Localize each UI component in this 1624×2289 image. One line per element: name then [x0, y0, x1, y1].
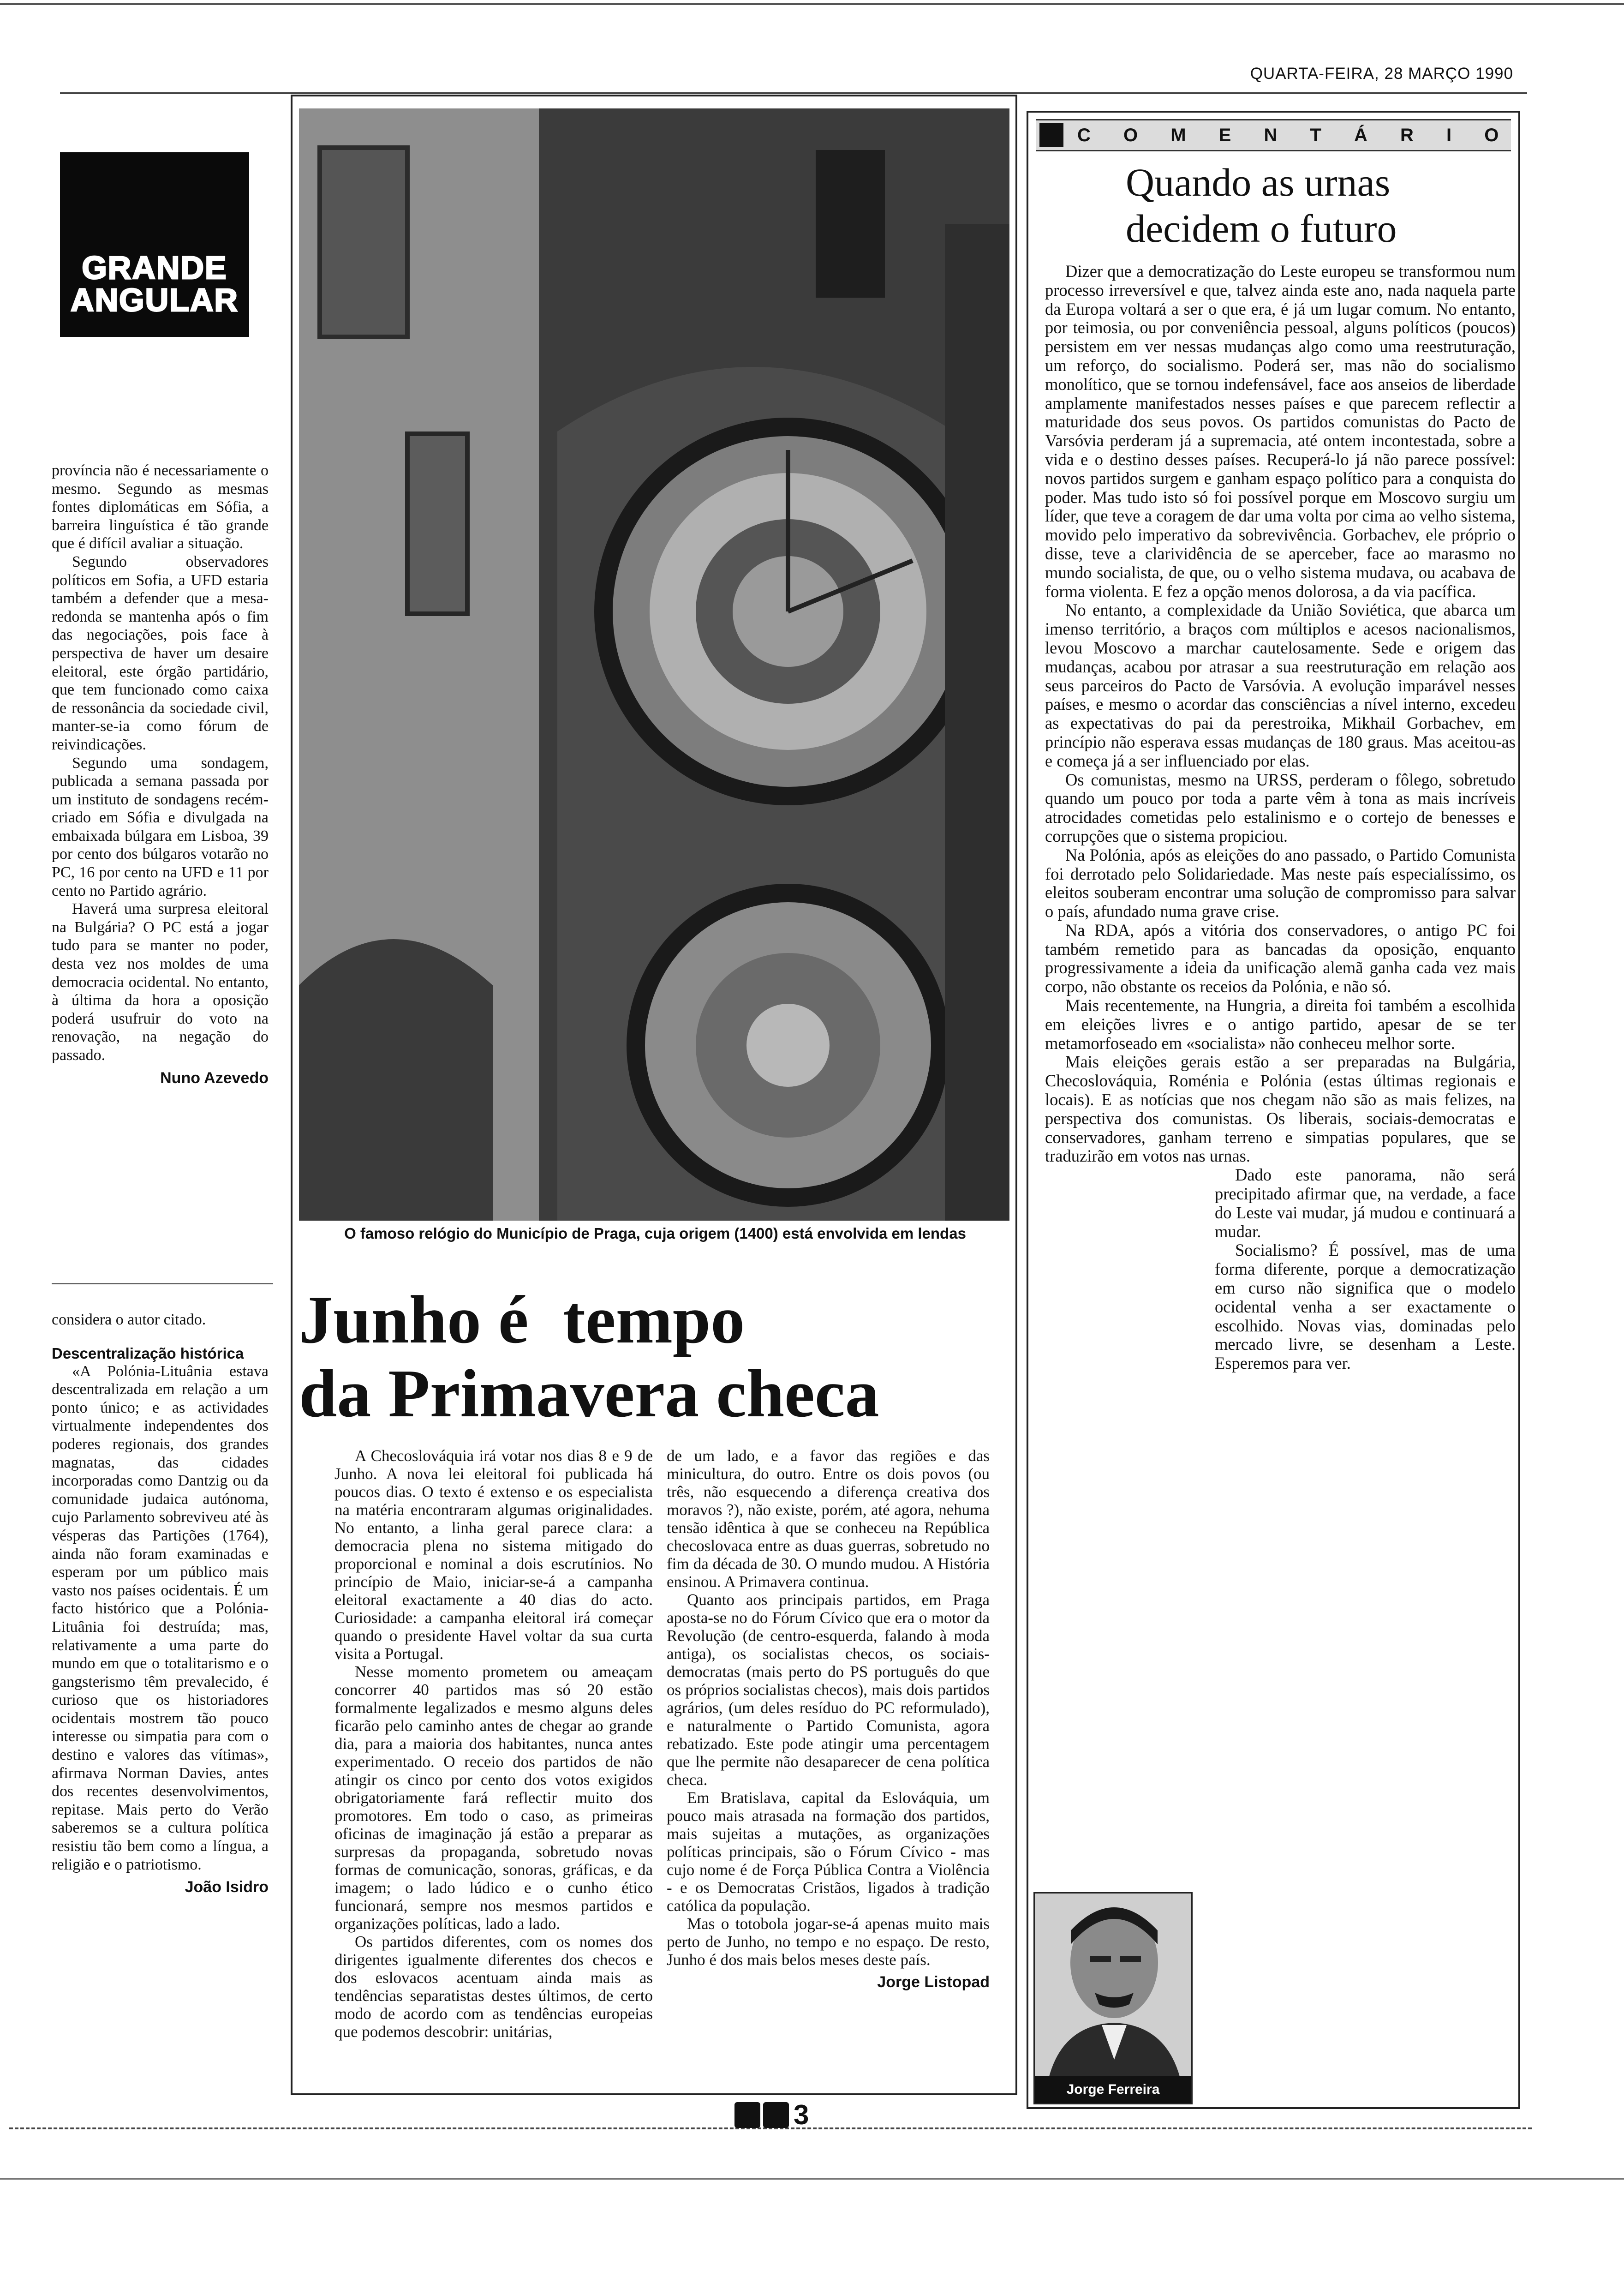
commentary-headline	[1126, 159, 1518, 252]
page-date: QUARTA-FEIRA, 28 MARÇO 1990	[1250, 65, 1513, 83]
left-top-para-3: Segundo uma sondagem, publicada a semana passada por um instituto de sondagens recém-criado em Sófia e divulgada na embaixada búlgara em Lisboa, 39 por cento dos búlgaros votarão no PC, 16 por cento na UFD e 11 por cento no Partido agrário.	[52, 754, 269, 899]
commentary-headline-line1: Quando as urnas	[1126, 160, 1391, 204]
portrait-label: Jorge Ferreira	[1035, 2076, 1191, 2103]
left-bottom-subhead: Descentralização histórica	[52, 1344, 244, 1362]
article-col2-para-3: Em Bratislava, capital da Eslováquia, um pouco mais atrasada na formação dos partidos, mais sujeitas a mutações, as organizações políticas principais, são o Fórum Cívico - mas cujo nome é de Força Pública Contra a Violência - e os Democratas Cristãos, ligados à tradição católica da população.	[667, 1789, 990, 1915]
article-headline-line1: Junho é tempo	[299, 1282, 745, 1358]
article-col2-para-2: Quanto aos principais partidos, em Praga aposta-se no do Fórum Cívico que era o motor da Revolução (de centro-esquerda, falando à moda antiga), os socialistas checos, os sociais-democratas (mais perto do PS português do que os próprios socialistas checos), mais dois partidos agrários, (um deles resíduo do PC reformulado), e naturalmente o Partido Comunista, agora rebatizado. Este pode atingir uma percentagem que lhe permite não desaparecer de cena política checa.	[667, 1591, 990, 1789]
commentary-kicker-square	[1039, 123, 1063, 147]
left-top-para-1: província não é necessariamente o mesmo. Segundo as mesmas fontes diplomáticas em Sófia, a barreira linguística é tão grande que é difícil avaliar a situação.	[52, 462, 269, 552]
clock-photo	[299, 108, 1009, 1221]
article-col2-para-4: Mas o totobola jogar-se-á apenas muito mais perto de Junho, no tempo e no espaço. De resto, Junho é dos mais belos meses deste país.	[667, 1915, 990, 1969]
section-logo-line2: ANGULAR	[71, 282, 239, 318]
article-col2	[667, 1447, 990, 1991]
left-bottom-author: João Isidro	[185, 1878, 269, 1896]
left-top-para-4: Haverá uma surpresa eleitoral na Bulgária? O PC está a jogar tudo para se manter no poder, desta vez nos moldes de uma democracia ocidental. No entanto, à última da hora a oposição poderá usufruir do voto na renovação, na negação do passado.	[52, 900, 269, 1064]
commentary-kicker-bar	[1036, 119, 1511, 151]
left-bottom-column	[52, 1311, 269, 1897]
left-top-column	[52, 461, 269, 1087]
commentary-para-6: Mais recentemente, na Hungria, a direita foi também a escolhida em eleições livres e o antigo partido, apesar de se ter metamorfoseado em «socialista» não conheceu melhor sorte.	[1045, 996, 1516, 1053]
commentary-column	[1045, 262, 1516, 1390]
commentary-headline-line2: decidem o futuro	[1126, 206, 1397, 251]
commentary-para-1: Dizer que a democratização do Leste europeu se transformou num processo irreversível e que, talvez ainda este ano, nada naquela parte da Europa voltará a ser o que era, é já um lugar comum. No entanto, por teimosia, ou por conveniência pessoal, alguns políticos (poucos) persistem em ver nessas mudanças algo como uma reestruturação, um reforço, do socialismo. Poderá ser, mas não do socialismo monolítico, que se tornou indefensável, face aos anseios de liberdade amplamente manifestados nesses países e que parecem reflectir a maturidade dos seus povos. Os partidos comunistas do Pacto de Varsóvia perderam já a supremacia, até ontem incontestada, sobre a vida e o destino desses países. Recuperá-lo já não parece possível: novos partidos surgem e ganham espaço político para a conquista do poder. Mas tudo isto só foi possível porque em Moscovo surgiu um líder, que teve a coragem de dar uma volta por cima ao velho sistema, movido pelo imperativo da sobrevivência. Gorbachev, ele próprio o disse, teve a clarividência de se aperceber, face ao marasmo no mundo socialista, de que, ou o velho sistema mudava, ou acabava de forma violenta. E fez a opção menos dolorosa, a da via pacífica.	[1045, 262, 1516, 601]
footer-logo	[734, 2102, 790, 2130]
page-number: 3	[794, 2099, 809, 2130]
commentary-para-4: Na Polónia, após as eleições do ano passado, o Partido Comunista foi derrotado pelo Solidariedade. Mas neste país especialíssimo, os eleitos souberam encontrar uma solução de compromisso para salvar o país, afundado numa grave crise.	[1045, 845, 1516, 921]
commentary-para-7: Mais eleições gerais estão a ser preparadas na Bulgária, Checoslováquia, Roménia e Polónia (estas últimas regionais e locais). E as notícias que nos chegam não são as mais felizes, na perspectiva dos comunistas. Os liberais, sociais-democratas e conservadores, ganham terreno e simpatias populares, que se traduzirão em votos nas urnas.	[1045, 1052, 1516, 1166]
commentary-para-9: Socialismo? É possível, mas de uma forma diferente, porque a democratização em curso não significa que o modelo ocidental venha a ser exactamente o escolhido. Novas vias, dominadas pelo mercado livre, se desenham a Leste. Esperemos para ver.	[1215, 1240, 1516, 1373]
left-top-para-2: Segundo observadores políticos em Sofia, a UFD estaria também a defender que a mesa-redonda se mantenha após o fim das negociações, pois face à perspectiva de haver um desaire eleitoral, este órgão partidário, que tem funcionado como caixa de ressonância da sociedade civil, manter-se-ia como fórum de reivindicações.	[52, 553, 269, 753]
section-logo-line1: GRANDE	[82, 250, 227, 286]
commentary-para-8: Dado este panorama, não será precipitado afirmar que, na verdade, a face do Leste vai mudar, já mudou e continuará a mudar.	[1215, 1165, 1516, 1241]
photo-caption: O famoso relógio do Município de Praga, cuja origem (1400) está envolvida em lendas	[344, 1225, 966, 1242]
left-bottom-lead: considera o autor citado.	[52, 1311, 206, 1328]
left-top-author: Nuno Azevedo	[160, 1069, 269, 1087]
left-bottom-para-1: «A Polónia-Lituânia estava descentralizada em relação a um ponto único; e as actividades virtualmente independentes dos poderes regionais, dos grandes magnatas, das cidades incorporadas como Dantzig ou da comunidade judaica autónoma, cujo Parlamento sobreviveu até às vésperas das Partições (1764), ainda não foram examinadas e esperam por um público mais vasto nos países ocidentais. É um facto histórico que a Polónia-Lituânia foi destruída; mas, relativamente a uma parte do mundo em que o totalitarismo e o gangsterismo têm prevalecido, é curioso que os historiadores ocidentais mostrem tão pouco interesse ou simpatia para com o destino e valores das vítimas», afirmava Norman Davies, antes dos recentes desenvolvimentos, repitase. Mais perto do Verão saberemos se a cultura política resistiu tão bem como a língua, a religião e o patriotismo.	[52, 1362, 269, 1873]
article-author: Jorge Listopad	[877, 1973, 990, 1991]
commentary-kicker: C O M E N T Á R I O	[1077, 125, 1513, 145]
article-col1-para-1: A Checoslováquia irá votar nos dias 8 e 9 de Junho. A nova lei eleitoral foi publicada há poucos dias. O texto é extenso e os especialista na matéria encontraram algumas originalidades. No entanto, a linha geral parece clara: a democracia plena no sistema mitigado do proporcional e nominal a dois escrutínios. No princípio de Maio, iniciar-se-á a campanha eleitoral exactamente a 40 dias do acto. Curiosidade: a campanha eleitoral irá começar quando o presidente Havel voltar da sua curta visita a Portugal.	[334, 1447, 653, 1663]
article-col1-para-2: Nesse momento prometem ou ameaçam concorrer 40 partidos mas só 20 estão formalmente legalizados e mesmo alguns deles ficarão pelo caminho antes de chegar ao grande dia, para a maioria dos habitantes, nunca antes experimentado. O receio dos partidos de não atingir os cinco por cento dos votos exigidos obrigatoriamente fará reflectir muito dos promotores. Em todo o caso, as primeiras oficinas de imaginação já estão a preparar as surpresas da propaganda, sobretudo novas formas de comunicação, sonoras, gráficas, e da imagem; o lado lúdico e o cunho ético funcionará, sempre nos mesmos partidos e organizações políticas, lado a lado.	[334, 1663, 653, 1933]
commentary-para-3: Os comunistas, mesmo na URSS, perderam o fôlego, sobretudo quando um pouco por toda a parte vêm à tona as mais incríveis atrocidades cometidas pelo estalinismo e o cortejo de benesses e corrupções que o sistema propiciou.	[1045, 770, 1516, 845]
article-headline-line2: da Primavera checa	[299, 1356, 879, 1432]
astronomical-clock-illustration	[299, 108, 1009, 1221]
footer-logo-box-1	[734, 2102, 760, 2128]
section-logo	[60, 152, 249, 337]
article-headline	[299, 1283, 1009, 1431]
footer-logo-box-2	[763, 2102, 789, 2128]
author-portrait	[1033, 1892, 1193, 2104]
article-col1-para-3: Os partidos diferentes, com os nomes dos dirigentes igualmente diferentes dos checos e dos eslovacos acentuam ainda mais as tendências separatistas destes últimos, de certo modo de acordo com as tendências europeias que podemos descobrir: unitárias,	[334, 1933, 653, 2041]
portrait-illustration	[1035, 1894, 1193, 2078]
commentary-para-5: Na RDA, após a vitória dos conservadores, o antigo PC foi também remetido para as bancadas da oposição, enquanto progressivamente a ideia da unificação alemã ganha cada vez mais corpo, não obstante os receios da Polónia, e não só.	[1045, 920, 1516, 996]
commentary-para-2: No entanto, a complexidade da União Soviética, que abarca um imenso território, a braços com múltiplos e acesos nacionalismos, levou Moscovo a marchar cautelosamente. Sede e origem das mudanças, acabou por atrasar a sua reestruturação em relação aos seus parceiros do Pacto de Varsóvia. A evolução imparável nesses países, e mesmo o acordar das consciências a nível interno, excedeu as expectativas do pai da perestroika, Mikhail Gorbachev, em princípio não esperava essas mudanças de 180 graus. Mas aceitou-as e começa já a ser influenciado por elas.	[1045, 600, 1516, 770]
article-col1	[334, 1447, 653, 2041]
article-col2-para-1: de um lado, e a favor das regiões e das minicultura, do outro. Entre os dois povos (ou três, não esquecendo a diferença creativa dos moravos ?), não existe, porém, até agora, nehuma tensão idêntica à que se conheceu na República checoslovaca entre as duas guerras, sobretudo no fim da década de 30. O mundo mudou. A História ensinou. A Primavera continua.	[667, 1447, 990, 1591]
